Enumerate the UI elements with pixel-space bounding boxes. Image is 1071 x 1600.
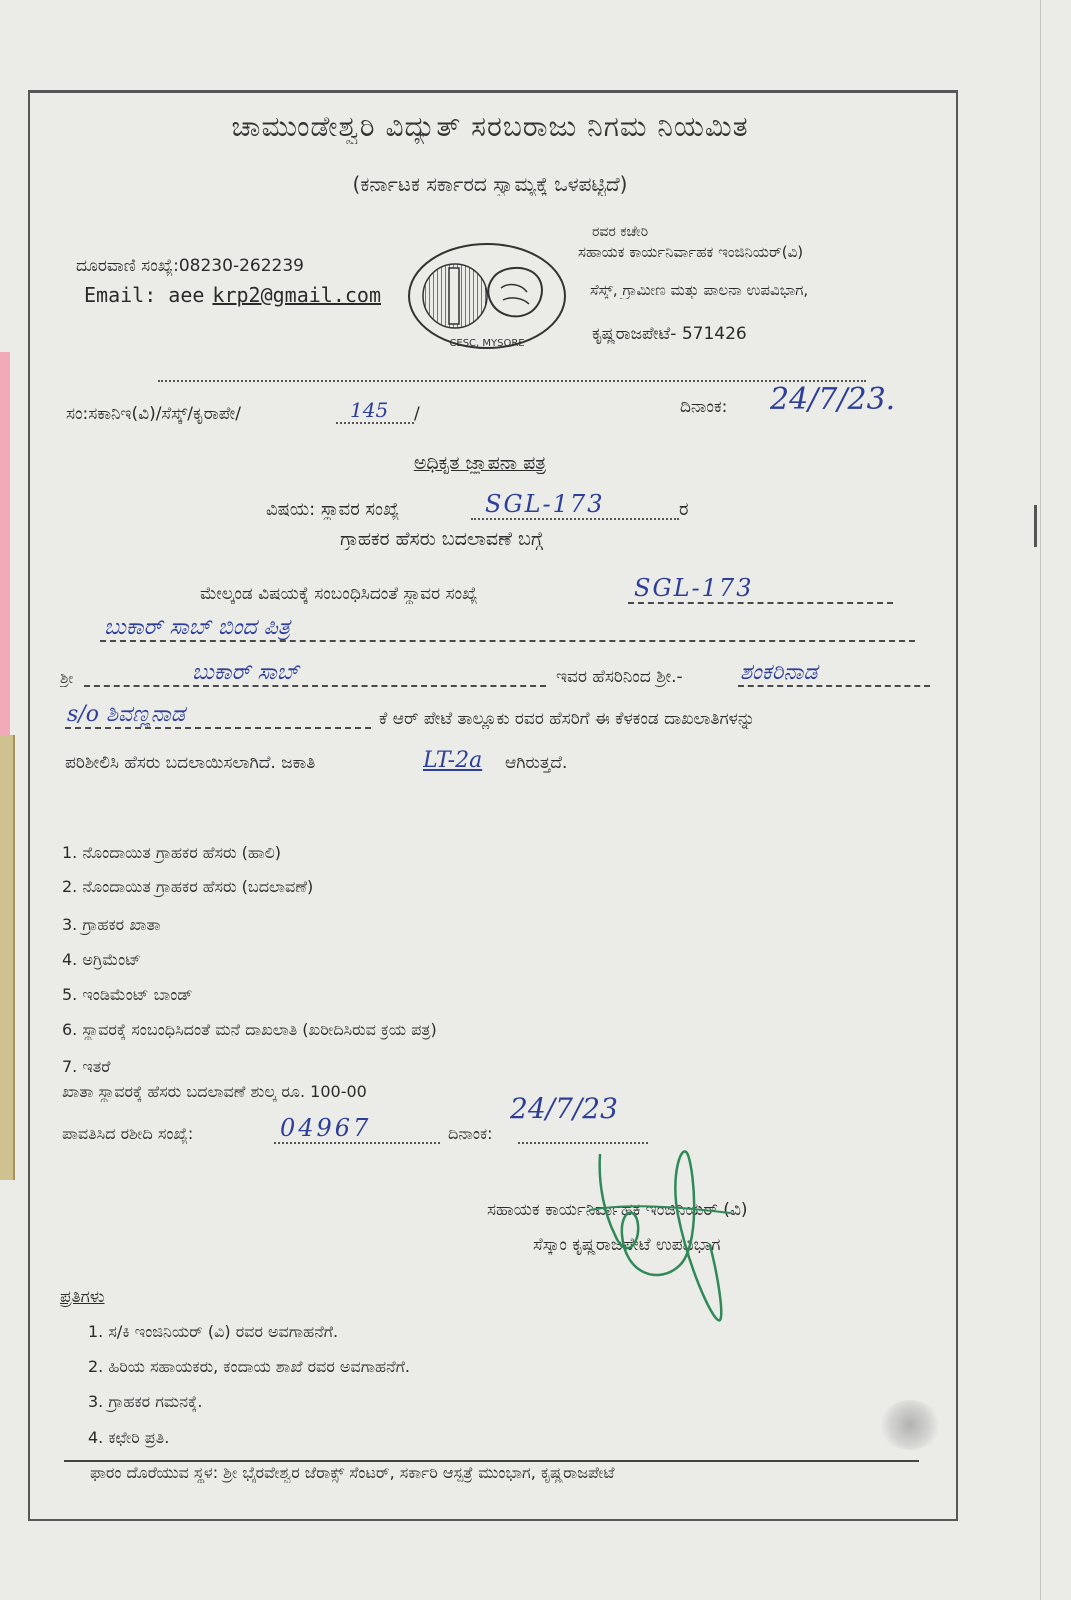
- reference-number-blank: [336, 392, 414, 424]
- page-edge-mark: [1034, 505, 1037, 547]
- email-line: [84, 283, 381, 307]
- logo-emblem-lines: [501, 285, 529, 304]
- date-label: ದಿನಾಂಕ:: [680, 397, 728, 417]
- relation-handwritten: s/o ಶಿವಣ್ಣನಾಡ: [67, 702, 185, 727]
- folder-edge: [0, 735, 15, 1180]
- date-handwritten: 24/7/23.: [770, 382, 896, 417]
- signatory-designation: ಸಹಾಯಕ ಕಾರ್ಯನಿರ್ವಾಹಕ ಇಂಜಿನಿಯರ್ (ವಿ): [487, 1200, 748, 1220]
- receipt-date-label: ದಿನಾಂಕ:: [448, 1124, 493, 1143]
- copy-item: 2. ಹಿರಿಯ ಸಹಾಯಕರು, ಕಂದಾಯ ಶಾಖೆ ರವರ ಅವಗಾಹನೆಗೆ.: [88, 1357, 411, 1376]
- subject-suffix: ರ: [679, 499, 689, 520]
- body-line-4: [65, 697, 919, 729]
- copy-item: 4. ಕಛೇರಿ ಪ್ರತಿ.: [88, 1428, 170, 1447]
- organization-subtitle: (ಕರ್ನಾಟಕ ಸರ್ಕಾರದ ಸ್ವಾಮ್ಯಕ್ಕೆ ಒಳಪಟ್ಟಿದೆ): [352, 172, 628, 196]
- receipt-label: ಪಾವತಿಸಿದ ರಶೀದಿ ಸಂಖ್ಯೆ:: [62, 1124, 194, 1143]
- document-item: 2. ನೊಂದಾಯಿತ ಗ್ರಾಹಕರ ಹೆಸರು (ಬದಲಾವಣೆ): [62, 877, 314, 896]
- copy-item: 1. ಸ/ಕಿ ಇಂಜಿನಿಯರ್ (ವಿ) ರವರ ಅವಗಾಹನೆಗೆ.: [88, 1322, 339, 1341]
- subject-plant-number-blank: [471, 488, 679, 520]
- subject-plant-number-handwritten: SGL-173: [485, 490, 605, 518]
- shri-prefix: ಶ್ರೀ: [60, 669, 74, 687]
- body-line-3-text: ಇವರ ಹೆಸರಿನಿಂದ ಶ್ರೀ.-: [556, 667, 683, 687]
- office-line-1: ರವರ ಕಚೇರಿ: [592, 224, 649, 240]
- body-line-5-text: ಪರಿಶೀಲಿಸಿ ಹೆಸರು ಬದಲಾಯಿಸಲಾಗಿದೆ. ಜಕಾತಿ: [65, 753, 316, 773]
- signature-streak: [590, 1206, 730, 1213]
- logo-emblem: [488, 268, 542, 316]
- body-line-1-text: ಮೇಲ್ಕಂಡ ವಿಷಯಕ್ಕೆ ಸಂಬಂಧಿಸಿದಂತೆ ಸ್ಥಾವರ ಸಂಖ್ಯೆ: [200, 584, 478, 604]
- document-item: 3. ಗ್ರಾಹಕರ ಖಾತಾ: [62, 915, 161, 934]
- new-name-handwritten: ಶಂಕರಿನಾಡ: [740, 660, 818, 685]
- reference-suffix: /: [414, 404, 420, 424]
- handwritten-signature: [570, 1085, 760, 1335]
- pink-paper-edge: [0, 352, 10, 735]
- old-name-handwritten: ಬುಕಾರ್ ಸಾಬ್: [192, 660, 299, 685]
- office-line-2: ಸಹಾಯಕ ಕಾರ್ಯನಿರ್ವಾಹಕ ಇಂಜಿನಿಯರ್(ವಿ): [578, 243, 804, 261]
- memo-title: ಅಧಿಕೃತ ಜ್ಞಾಪನಾ ಪತ್ರ: [413, 452, 547, 474]
- plant-number-handwritten: SGL-173: [634, 574, 754, 602]
- signature-stroke: [600, 1151, 722, 1320]
- document-item: 1. ನೊಂದಾಯಿತ ಗ್ರಾಹಕರ ಹೆಸರು (ಹಾಲಿ): [62, 843, 282, 862]
- document-item: 4. ಅಗ್ರಿಮೆಂಟ್: [62, 950, 141, 969]
- tariff-handwritten: LT-2a: [423, 748, 483, 773]
- receipt-date-handwritten: 24/7/23: [510, 1092, 618, 1125]
- subject-line-2: ಗ್ರಾಹಕರ ಹೆಸರು ಬದಲಾವಣೆ ಬಗ್ಗೆ: [340, 528, 543, 550]
- reference-prefix: ಸಂ:ಸಕಾನಿಇ(ವಿ)/ಸೆಸ್ಕ್/ಕೃರಾಪೇ/: [66, 404, 241, 424]
- organization-name: ಚಾಮುಂಡೇಶ್ವರಿ ವಿದ್ಯುತ್ ಸರಬರಾಜು ನಿಗಮ ನಿಯಮಿತ: [231, 110, 749, 143]
- document-item: 5. ಇಂಡಿಮೆಂಟ್ ಬಾಂಡ್: [62, 985, 193, 1004]
- subject-line: [266, 488, 701, 520]
- reference-number-line: [66, 392, 426, 424]
- document-item: 6. ಸ್ಥಾವರಕ್ಕೆ ಸಂಬಂಧಿಸಿದಂತೆ ಮನೆ ದಾಖಲಾತಿ (ಖರೀದಿಸಿರುವ ಕ್ರಯ ಪತ್ರ): [62, 1020, 437, 1039]
- document-item: 7. ಇತರೆ: [62, 1057, 111, 1076]
- next-page-edge: [1040, 0, 1041, 1600]
- new-name-blank: [738, 655, 930, 687]
- header-separator: [158, 380, 866, 382]
- receipt-number-blank: [274, 1112, 440, 1144]
- office-line-3: ಸೆಸ್ಕ್, ಗ್ರಾಮೀಣ ಮತ್ತು ಪಾಲನಾ ಉಪವಿಭಾಗ,: [590, 281, 809, 299]
- stamp-smudge: [880, 1400, 940, 1450]
- email-address: krp2@gmail.com: [212, 283, 381, 307]
- plant-number-blank: [628, 572, 893, 604]
- phone-number: ದೂರವಾಣಿ ಸಂಖ್ಯೆ:08230-262239: [76, 256, 304, 276]
- body-line-3: [60, 655, 930, 687]
- body-line-5-suffix: ಆಗಿರುತ್ತದೆ.: [505, 753, 568, 773]
- footer-rule: [64, 1460, 919, 1462]
- subject-label: ವಿಷಯ: ಸ್ಥಾವರ ಸಂಖ್ಯೆ: [266, 499, 400, 520]
- name-line-blank: [100, 610, 915, 642]
- office-line-4: ಕೃಷ್ಣರಾಜಪೇಟೆ- 571426: [592, 324, 747, 344]
- receipt-number-handwritten: 04967: [280, 1114, 372, 1142]
- logo-text: CESC, MYSORE: [449, 338, 525, 349]
- email-prefix: Email: aee: [84, 283, 205, 307]
- body-line-5: [65, 748, 615, 773]
- copy-item: 3. ಗ್ರಾಹಕರ ಗಮನಕ್ಕೆ.: [88, 1392, 203, 1411]
- old-name-blank: [84, 655, 546, 687]
- cesc-logo: [405, 238, 570, 356]
- body-line-1: [200, 572, 893, 604]
- name-line-handwritten: ಬುಕಾರ್ ಸಾಬ್ ಬಿಂದ ಪಿತ್ರ: [104, 615, 291, 640]
- body-line-4-text: ಕೆ ಆರ್ ಪೇಟೆ ತಾಲ್ಲೂಕು ರವರ ಹೆಸರಿಗೆ ಈ ಕೆಳಕಂಡ ದಾಖಲಾತಿಗಳನ್ನು: [379, 709, 756, 729]
- footer-form-availability: ಫಾರಂ ದೊರೆಯುವ ಸ್ಥಳ: ಶ್ರೀ ಭೈರವೇಶ್ವರ ಜೆರಾಕ್ಸ್ ಸೆಂಟರ್, ಸರ್ಕಾರಿ ಆಸ್ಪತ್ರೆ ಮುಂಭಾಗ, ಕೃಷ್ಣರಾಜಪೇಟೆ: [90, 1463, 615, 1482]
- fee-line: ಖಾತಾ ಸ್ಥಾವರಕ್ಕೆ ಹೆಸರು ಬದಲಾವಣೆ ಶುಲ್ಕ ರೂ. 100-00: [62, 1082, 367, 1101]
- relation-blank: [65, 697, 371, 729]
- body-line-2: [100, 610, 915, 642]
- reference-number-handwritten: 145: [350, 398, 389, 422]
- logo-pylon: [449, 268, 459, 324]
- copies-heading: ಪ್ರತಿಗಳು: [60, 1287, 105, 1307]
- signatory-office: ಸೆಸ್ಕಾಂ ಕೃಷ್ಣರಾಜಪೇಟೆ ಉಪವಿಭಾಗ: [533, 1235, 721, 1255]
